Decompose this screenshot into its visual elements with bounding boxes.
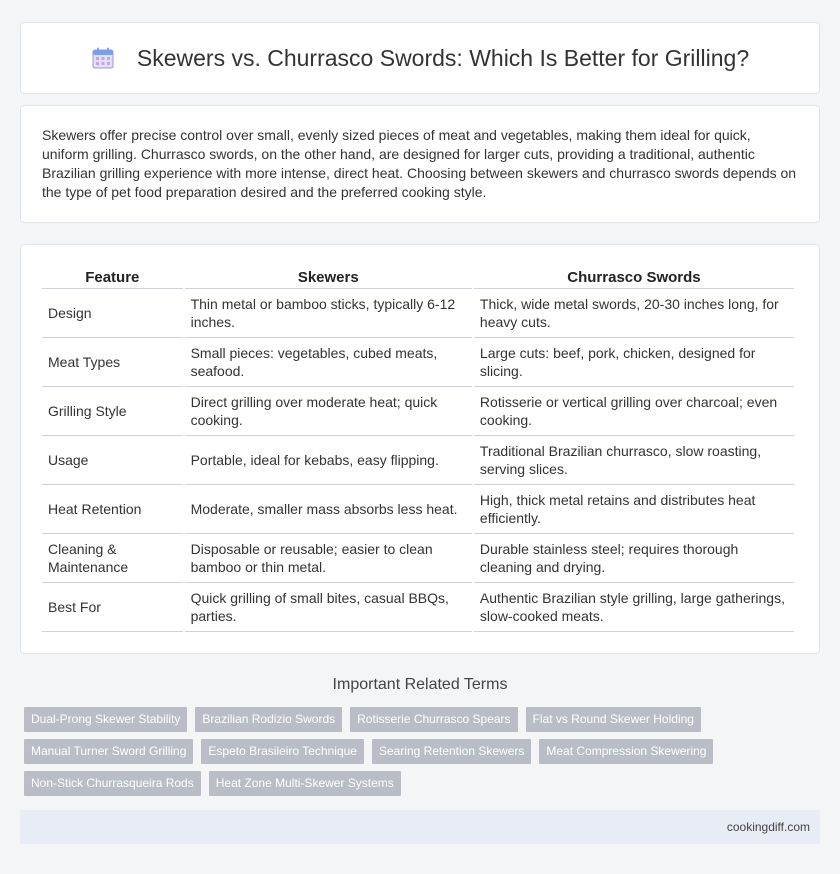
table-row [42, 387, 794, 436]
table-row [42, 583, 794, 632]
row-swords: High, thick metal retains and distributes heat efficiently. [474, 485, 794, 534]
comparison-table-card [20, 244, 820, 654]
row-skewers: Moderate, smaller mass absorbs less heat. [185, 485, 472, 534]
related-terms-title: Important Related Terms [332, 676, 508, 693]
footer [20, 810, 820, 844]
row-skewers: Disposable or reusable; easier to clean bamboo or thin metal. [185, 534, 472, 583]
footer-site-link[interactable]: cookingdiff.com [726, 820, 810, 834]
page-title: Skewers vs. Churrasco Swords: Which Is Better for Grilling? [136, 44, 750, 71]
related-tag[interactable]: Searing Retention Skewers [372, 739, 531, 764]
related-tag[interactable]: Manual Turner Sword Grilling [24, 739, 193, 764]
related-tag[interactable]: Non-Stick Churrasqueira Rods [24, 771, 201, 796]
row-swords: Traditional Brazilian churrasco, slow roasting, serving slices. [474, 436, 794, 485]
intro-text: Skewers offer precise control over small, evenly sized pieces of meat and vegetables, making them ideal for quick, uniform grilling. Churrasco swords, on the other hand, are designed for larger cuts, providing a traditional, authentic Brazilian grilling experience with more intense, direct heat. Choosing between skewers and churrasco swords depends on the type of pet food preparation desired and the preferred cooking style. [42, 127, 797, 200]
intro-card [20, 105, 820, 223]
related-tag[interactable]: Brazilian Rodizio Swords [195, 707, 342, 732]
row-swords: Rotisserie or vertical grilling over charcoal; even cooking. [474, 387, 794, 436]
header-churrasco-swords: Churrasco Swords [474, 267, 794, 289]
row-skewers: Small pieces: vegetables, cubed meats, seafood. [185, 338, 472, 387]
comparison-table [40, 267, 796, 632]
related-tag[interactable]: Espeto Brasileiro Technique [201, 739, 364, 764]
row-swords: Authentic Brazilian style grilling, large gatherings, slow-cooked meats. [474, 583, 794, 632]
related-tag[interactable]: Meat Compression Skewering [539, 739, 713, 764]
related-tag[interactable]: Rotisserie Churrasco Spears [350, 707, 517, 732]
row-feature: Meat Types [42, 338, 183, 387]
row-swords: Durable stainless steel; requires thorough cleaning and drying. [474, 534, 794, 583]
table-row [42, 289, 794, 338]
table-row [42, 534, 794, 583]
calendar-icon [91, 46, 115, 70]
row-swords: Large cuts: beef, pork, chicken, designed for slicing. [474, 338, 794, 387]
related-tag[interactable]: Flat vs Round Skewer Holding [526, 707, 701, 732]
row-skewers: Direct grilling over moderate heat; quick cooking. [185, 387, 472, 436]
row-skewers: Portable, ideal for kebabs, easy flipping. [185, 436, 472, 485]
row-swords: Thick, wide metal swords, 20-30 inches long, for heavy cuts. [474, 289, 794, 338]
row-feature: Best For [42, 583, 183, 632]
row-feature: Cleaning & Maintenance [42, 534, 183, 583]
row-skewers: Quick grilling of small bites, casual BBQs, parties. [185, 583, 472, 632]
header-feature: Feature [42, 267, 183, 289]
row-skewers: Thin metal or bamboo sticks, typically 6-12 inches. [185, 289, 472, 338]
row-feature: Design [42, 289, 183, 338]
row-feature: Grilling Style [42, 387, 183, 436]
header-skewers: Skewers [185, 267, 472, 289]
related-tag[interactable]: Heat Zone Multi-Skewer Systems [209, 771, 401, 796]
table-row [42, 338, 794, 387]
table-row [42, 485, 794, 534]
table-row [42, 436, 794, 485]
row-feature: Usage [42, 436, 183, 485]
table-header-row [42, 267, 794, 289]
title-wrap [91, 45, 749, 72]
row-feature: Heat Retention [42, 485, 183, 534]
title-card [20, 22, 820, 94]
related-terms-tags [24, 707, 744, 803]
related-tag[interactable]: Dual-Prong Skewer Stability [24, 707, 187, 732]
